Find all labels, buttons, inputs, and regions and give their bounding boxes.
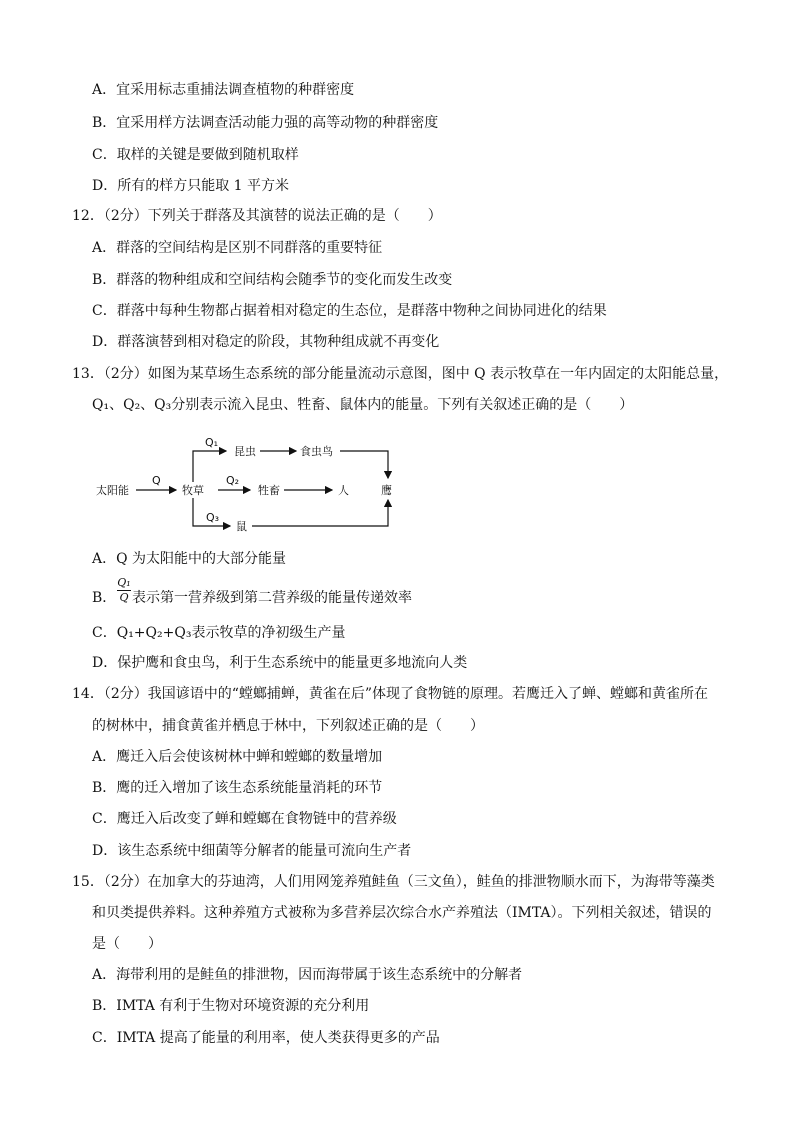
- fraction-numerator: Q₁: [117, 576, 131, 589]
- q13-option-a: A．Q 为太阳能中的大部分能量: [92, 551, 287, 567]
- q11-option-d: D．所有的样方只能取 1 平方米: [92, 178, 290, 194]
- q13-stem-line1: 13．（2分）如图为某草场生态系统的部分能量流动示意图，图中 Q 表示牧草在一年内固定的太阳能总量，: [72, 366, 729, 382]
- label-q1: Q₁: [205, 436, 219, 449]
- q13-option-b-prefix: B．: [92, 590, 117, 606]
- q15-stem-line2: 和贝类提供养料。这种养殖方式被称为多营养层次综合水产养殖法（IMTA）。下列相关叙述，错误的: [92, 905, 712, 921]
- q14-option-a: A．鹰迁入后会使该树林中蝉和螳螂的数量增加: [92, 749, 383, 765]
- q12-option-a: A．群落的空间结构是区别不同群落的重要特征: [92, 240, 383, 256]
- q11-option-c: C．取样的关键是要做到随机取样: [92, 147, 299, 163]
- label-q3: Q₃: [206, 511, 220, 524]
- q15-option-a: A．海带利用的是鲑鱼的排泄物，因而海带属于该生态系统中的分解者: [92, 967, 523, 983]
- label-eagle: 鹰: [381, 484, 392, 497]
- arrow-bird-eagle: [340, 451, 388, 478]
- q14-stem-line1: 14．（2分）我国谚语中的“螳螂捕蝉，黄雀在后”体现了食物链的原理。若鹰迁入了蝉、螳螂和黄雀所在: [72, 686, 709, 702]
- q15-stem-line3: 是（ ）: [92, 936, 162, 952]
- q13-option-b-text: 表示第一营养级到第二营养级的能量传递效率: [132, 590, 412, 606]
- label-mouse: 鼠: [236, 520, 247, 533]
- arrow-grass-mouse: [193, 498, 230, 526]
- label-bird: 食虫鸟: [300, 445, 333, 458]
- q12-option-d: D．群落演替到相对稳定的阶段，其物种组成就不再变化: [92, 334, 440, 350]
- label-human: 人: [338, 484, 349, 497]
- arrow-grass-insect: [193, 451, 226, 482]
- q13-option-d: D．保护鹰和食虫鸟，利于生态系统中的能量更多地流向人类: [92, 655, 468, 671]
- label-q2: Q₂: [226, 474, 240, 487]
- q13-option-c: C．Q₁+Q₂+Q₃表示牧草的净初级生产量: [92, 625, 346, 641]
- arrow-mouse-eagle: [252, 500, 388, 526]
- q13-option-b-fraction: [117, 577, 131, 604]
- label-q: Q: [152, 474, 161, 487]
- q14-option-b: B．鹰的迁入增加了该生态系统能量消耗的环节: [92, 780, 383, 796]
- q14-option-c: C．鹰迁入后改变了蝉和螳螂在食物链中的营养级: [92, 811, 397, 827]
- fraction-denominator: Q: [119, 591, 129, 604]
- q12-option-c: C．群落中每种生物都占据着相对稳定的生态位，是群落中物种之间协同进化的结果: [92, 303, 607, 319]
- q13-stem-line2: Q₁、Q₂、Q₃分别表示流入昆虫、牲畜、鼠体内的能量。下列有关叙述正确的是（ ）: [92, 397, 634, 413]
- q12-option-b: B．群落的物种组成和空间结构会随季节的变化而发生改变: [92, 272, 453, 288]
- label-grass: 牧草: [182, 484, 204, 497]
- q11-option-a: A．宜采用标志重捕法调查植物的种群密度: [92, 82, 355, 98]
- label-insect: 昆虫: [234, 445, 256, 458]
- q15-stem-line1: 15．（2分）在加拿大的芬迪湾，人们用网笼养殖鲑鱼（三文鱼），鲑鱼的排泄物顺水而下，为海带等藻类: [72, 874, 715, 890]
- q14-stem-line2: 的树林中，捕食黄雀并栖息于林中，下列叙述正确的是（ ）: [92, 718, 484, 734]
- q15-option-b: B．IMTA 有利于生物对环境资源的充分利用: [92, 998, 370, 1014]
- q14-option-d: D．该生态系统中细菌等分解者的能量可流向生产者: [92, 843, 412, 859]
- q12-stem: 12．（2分）下列关于群落及其演替的说法正确的是（ ）: [72, 208, 442, 224]
- label-livestock: 牲畜: [258, 484, 280, 497]
- label-sun: 太阳能: [96, 484, 129, 497]
- q11-option-b: B．宜采用样方法调查活动能力强的高等动物的种群密度: [92, 115, 439, 131]
- q15-option-c: C．IMTA 提高了能量的利用率，使人类获得更多的产品: [92, 1030, 440, 1046]
